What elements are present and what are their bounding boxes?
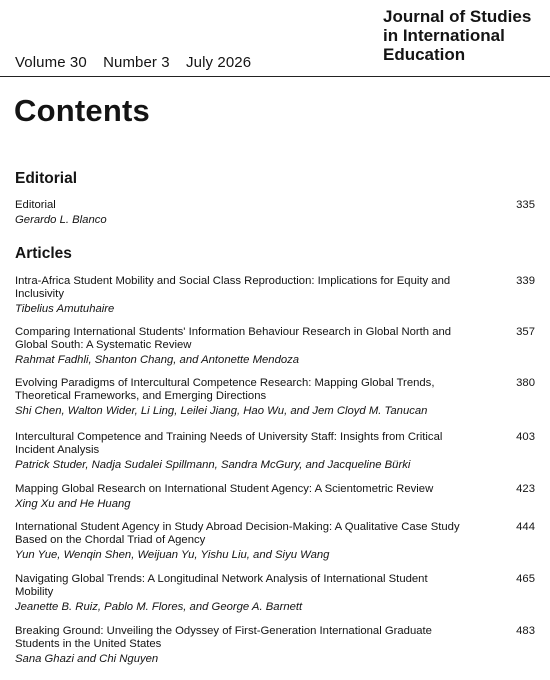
journal-title-line: in International [383, 26, 505, 45]
entry-authors: Gerardo L. Blanco [15, 214, 107, 226]
entry-title[interactable]: Editorial [15, 199, 56, 211]
entry-page-number: 357 [516, 326, 535, 338]
entry-page-number: 339 [516, 275, 535, 287]
toc-entry[interactable] [15, 199, 535, 227]
entry-title[interactable]: Comparing International Students' Information Behaviour Research in Global North and Global South: A Systematic Review [15, 326, 452, 351]
journal-title-line: Education [383, 45, 466, 64]
section-heading-articles: Articles [15, 245, 72, 262]
entry-page-number: 465 [516, 573, 535, 585]
entry-page-number: 403 [516, 431, 535, 443]
entry-title[interactable]: International Student Agency in Study Abroad Decision-Making: A Qualitative Case Study Based on the Chordal Triad of Agency [15, 521, 460, 546]
entry-page-number: 483 [516, 625, 535, 637]
toc-entry[interactable] [15, 573, 535, 614]
entry-title[interactable]: Intercultural Competence and Training Needs of University Staff: Insights from Critical Incident Analysis [15, 431, 443, 456]
entry-page-number: 423 [516, 483, 535, 495]
toc-entry[interactable] [15, 326, 535, 367]
number-label: Number 3 [103, 54, 170, 71]
toc-entry[interactable] [15, 521, 535, 562]
toc-entry[interactable] [15, 275, 535, 316]
toc-entry[interactable] [15, 483, 535, 511]
entry-title[interactable]: Navigating Global Trends: A Longitudinal Network Analysis of International Student Mobility [15, 573, 428, 598]
entry-title[interactable]: Mapping Global Research on International Student Agency: A Scientometric Review [15, 483, 434, 495]
entry-page-number: 444 [516, 521, 535, 533]
header-divider [0, 76, 550, 77]
entry-authors: Sana Ghazi and Chi Nguyen [15, 653, 159, 665]
section-heading-editorial: Editorial [15, 170, 78, 187]
entry-authors: Xing Xu and He Huang [15, 498, 131, 510]
entry-authors: Yun Yue, Wenqin Shen, Weijuan Yu, Yishu Liu, and Siyu Wang [15, 549, 330, 561]
entry-page-number: 380 [516, 377, 535, 389]
entry-authors: Jeanette B. Ruiz, Pablo M. Flores, and George A. Barnett [15, 601, 303, 613]
toc-entry[interactable] [15, 431, 535, 472]
toc-entry[interactable] [15, 625, 535, 666]
entry-title[interactable]: Intra-Africa Student Mobility and Social Class Reproduction: Implications for Equity and Inclusivity [15, 275, 451, 300]
journal-title-line: Journal of Studies [383, 7, 532, 26]
journal-title [383, 7, 531, 64]
entry-authors: Rahmat Fadhli, Shanton Chang, and Antonette Mendoza [15, 354, 300, 366]
entry-title[interactable]: Breaking Ground: Unveiling the Odyssey of First-Generation International Graduate Students in the United States [15, 625, 432, 650]
entry-title[interactable]: Evolving Paradigms of Intercultural Competence Research: Mapping Global Trends, Theoretical Frameworks, and Emerging Directions [15, 377, 435, 402]
issue-info [15, 54, 251, 71]
volume-label: Volume 30 [15, 54, 87, 71]
entry-authors: Tibelius Amutuhaire [15, 303, 115, 315]
entry-page-number: 335 [516, 199, 535, 211]
toc-entry[interactable] [15, 377, 535, 418]
entry-authors: Shi Chen, Walton Wider, Li Ling, Leilei Jiang, Hao Wu, and Jem Cloyd M. Tanucan [15, 405, 428, 417]
date-label: July 2026 [186, 54, 252, 71]
page-title: Contents [14, 93, 150, 128]
entry-authors: Patrick Studer, Nadja Sudalei Spillmann, Sandra McGury, and Jacqueline Bürki [15, 459, 411, 471]
